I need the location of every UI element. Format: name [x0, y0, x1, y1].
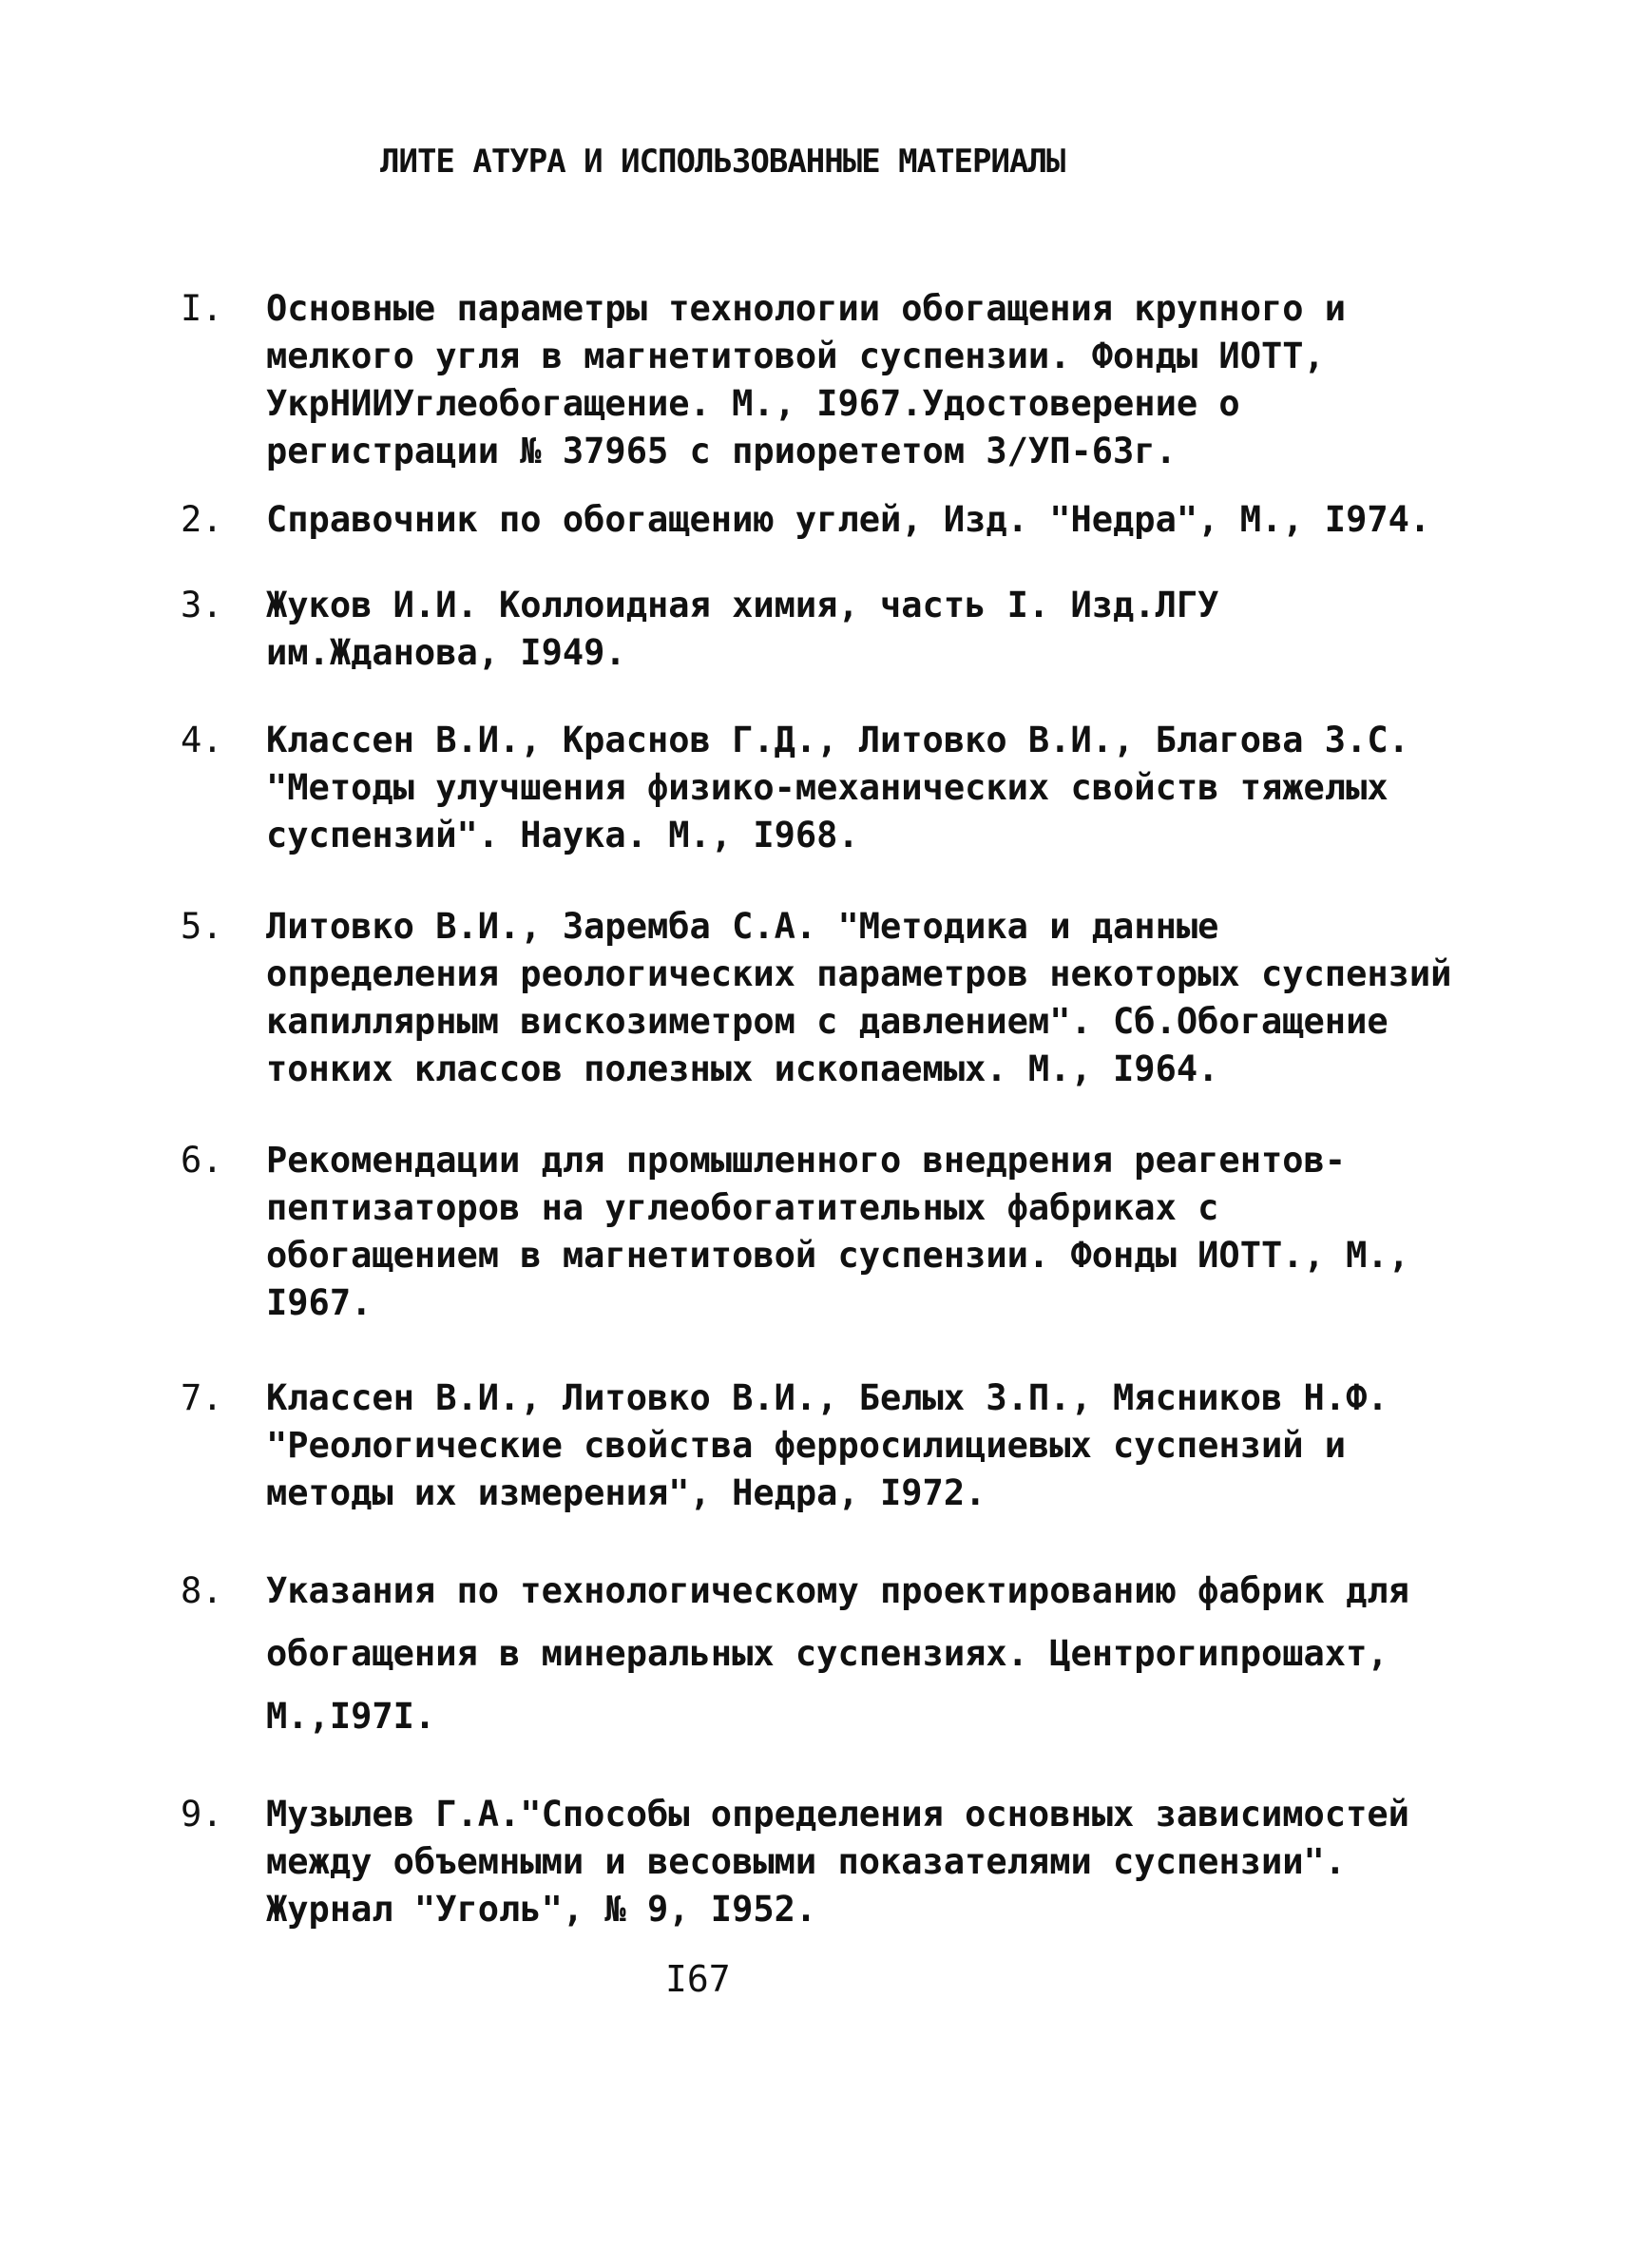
reference-text: Классен В.И., Краснов Г.Д., Литовко В.И., Благова З.С. "Методы улучшения физико-механических свойств тяжелых суспензий". Наука. М., I968. — [266, 720, 1409, 855]
reference-text: Указания по технологическому проектированию фабрик для обогащения в минеральных суспензиях. Центрогипрошахт, М.,I97I. — [266, 1570, 1409, 1737]
reference-number: 5. — [181, 906, 223, 947]
reference-text: Основные параметры технологии обогащения крупного и мелкого угля в магнетитовой суспензии. Фонды ИОТТ, УкрНИИУглеобогащение. М., I967.Удостоверение о регистрации № 37965 с приорететом 3/УП-63г. — [266, 288, 1347, 471]
reference-number: 7. — [181, 1377, 223, 1418]
reference-text: Справочник по обогащению углей, Изд. "Недра", М., I974. — [266, 499, 1431, 540]
reference-item — [181, 582, 1454, 677]
reference-number: I. — [181, 288, 223, 329]
reference-item — [181, 1791, 1454, 1933]
reference-number: 2. — [181, 499, 223, 540]
reference-list — [181, 285, 1454, 1933]
reference-number: 3. — [181, 585, 223, 625]
reference-item — [181, 1374, 1454, 1517]
reference-number: 9. — [181, 1794, 223, 1835]
reference-item — [181, 285, 1454, 475]
reference-text: Литовко В.И., Заремба С.А. "Методика и данные определения реологических параметров некоторых суспензий капиллярным вискозиметром с давлением". Сб.Обогащение тонких классов полезных ископаемых. М., I964. — [266, 906, 1452, 1089]
reference-number: 6. — [181, 1140, 223, 1181]
reference-text: Жуков И.И. Коллоидная химия, часть I. Изд.ЛГУ им.Жданова, I949. — [266, 585, 1219, 673]
reference-item — [181, 1560, 1454, 1748]
reference-item — [181, 496, 1454, 544]
reference-text: Музылев Г.А."Способы определения основных зависимостей между объемными и весовыми показателями суспензии". Журнал "Уголь", № 9, I952. — [266, 1794, 1409, 1930]
page-title: ЛИТЕ АТУРА И ИСПОЛЬЗОВАННЫЕ МАТЕРИАЛЫ — [380, 143, 1065, 181]
reference-number: 4. — [181, 720, 223, 760]
reference-item — [181, 717, 1454, 859]
page-number: I67 — [665, 1958, 731, 2000]
reference-number: 8. — [181, 1570, 223, 1611]
reference-text: Рекомендации для промышленного внедрения реагентов-пептизаторов на углеобогатительных фабриках с обогащением в магнетитовой суспензии. Фонды ИОТТ., М., I967. — [266, 1140, 1409, 1323]
reference-text: Классен В.И., Литовко В.И., Белых З.П., Мясников Н.Ф. "Реологические свойства ферросилициевых суспензий и методы их измерения", Недра, I972. — [266, 1377, 1389, 1513]
reference-item — [181, 1137, 1454, 1327]
reference-item — [181, 903, 1454, 1093]
